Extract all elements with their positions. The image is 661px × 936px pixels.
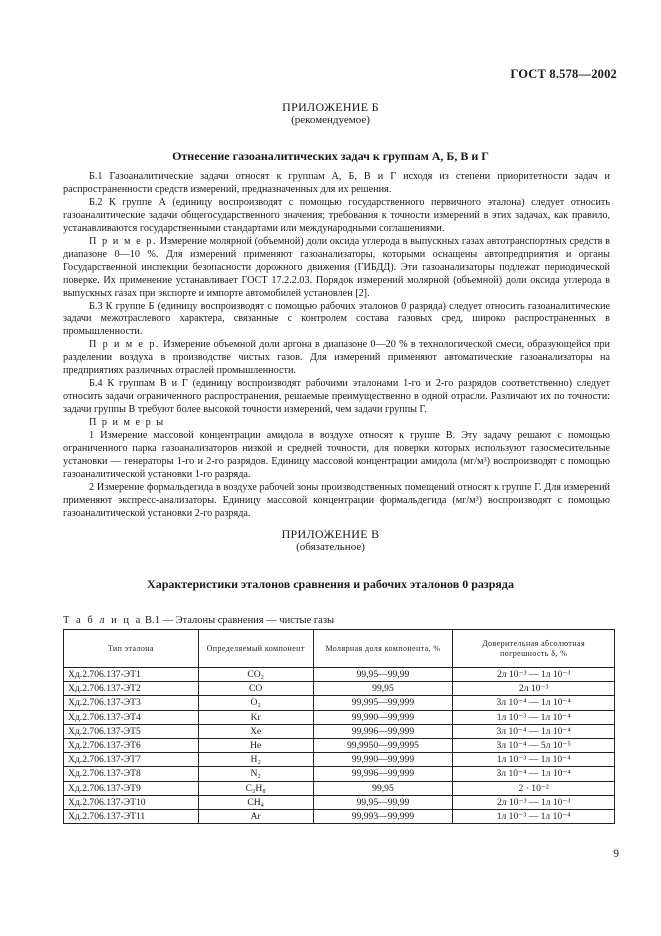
cell-uncertainty: 2 · 10⁻²: [453, 781, 615, 795]
paragraph-text: Б.1 Газоаналитические задачи относят к группам А, Б, В и Г исходя из степени приоритетности задач и распространенности средств измерений, предназначенных для их решения.: [63, 171, 610, 195]
cell-uncertainty: 3л 10⁻⁴ — 1л 10⁻⁴: [453, 724, 615, 738]
appendix-b-heading: Отнесение газоаналитических задач к группам А, Б, В и Г: [172, 149, 489, 163]
reference-standards-table: [63, 629, 615, 824]
table-caption: [63, 615, 334, 626]
cell-uncertainty: 3л 10⁻⁴ — 1л 10⁻⁴: [453, 696, 615, 710]
page-number: 9: [613, 848, 619, 860]
paragraph-text: Измерение молярной (объемной) доли оксида углерода в выпускных газах автотранспортных средств в диапазоне 0—10 %. Для измерений применяют газоанализаторы, которыми оснащены автопредприятия и органы Государственной инспекции безопасности дорожного движения (ГИБДД). Эти газоанализаторы подлежат периодической поверке. Их применение устанавливает ГОСТ 17.2.2.03. Порядок измерений молярной (объемной) доли оксида углерода в выпускных газах при экспорте и импорте автомобилей установлен [2].: [63, 235, 610, 299]
table-row: [64, 668, 615, 682]
table-header-row: [64, 630, 615, 668]
table-row: [64, 781, 615, 795]
appendix-v-heading: Характеристики эталонов сравнения и рабочих эталонов 0 разряда: [147, 577, 514, 591]
appendix-b-paragraph: [63, 301, 610, 340]
cell-uncertainty: 2л 10⁻³ — 1л 10⁻³: [453, 795, 615, 809]
header-component: Определяемый компонент: [198, 630, 313, 668]
cell-fraction: 99,996—99,999: [313, 724, 453, 738]
header-type: Тип эталона: [64, 630, 199, 668]
cell-fraction: 99,993—99,999: [313, 809, 453, 823]
cell-component: CH₄: [198, 795, 313, 809]
paragraph-text: Измерение объемной доли аргона в диапазоне 0—20 % в технологической смеси, образующейся при разделении воздуха в производстве чистых газов. Для измерений применяют автоматические газоанализаторы на предприятиях различных отраслей промышленности.: [63, 339, 610, 377]
cell-uncertainty: 2л 10⁻³: [453, 682, 615, 696]
paragraph-text: Б.2 К группе А (единицу воспроизводят с помощью государственного первичного эталона) следует относить газоаналитические задачи общегосударственного значения; требования к точности измерений в этих задачах, как правило, устанавливаются государственными стандартами или международными соглашениями.: [63, 196, 610, 234]
paragraph-text: Б.3 К группе Б (единицу воспроизводят с помощью рабочих эталонов 0 разряда) следует относить газоаналитические задачи межотраслевого характера, связанные с контролем состава газовых сред, широко распространенных в промышленности.: [63, 300, 610, 338]
table-row: [64, 696, 615, 710]
paragraph-lead: П р и м е р.: [89, 235, 158, 247]
table-row: [64, 738, 615, 752]
appendix-b-paragraph: [63, 236, 610, 301]
appendix-b-title: ПРИЛОЖЕНИЕ Б: [282, 100, 379, 114]
cell-type: Хд.2.706.137-ЭТ3: [64, 696, 199, 710]
cell-type: Хд.2.706.137-ЭТ9: [64, 781, 199, 795]
appendix-b-status: (рекомендуемое): [291, 114, 370, 126]
paragraph-text: 1 Измерение массовой концентрации амидола в воздухе относят к группе В. Эту задачу решают с помощью ограниченного парка газоанализаторов низкой и средней точности, для поверки которых используют газосмесительные установки — генераторы 1-го и 2-го разрядов. Единицу массовой концентрации амидола (мг/м³) воспроизводят с помощью газоаналитической установки 1-го разряда.: [63, 430, 610, 480]
table-row: [64, 753, 615, 767]
table-row: [64, 724, 615, 738]
cell-fraction: 99,95—99,99: [313, 795, 453, 809]
header-fraction: Молярная доля компонента, %: [313, 630, 453, 668]
appendix-v-title: ПРИЛОЖЕНИЕ В: [281, 527, 380, 541]
cell-type: Хд.2.706.137-ЭТ6: [64, 738, 199, 752]
cell-type: Хд.2.706.137-ЭТ7: [64, 753, 199, 767]
cell-type: Хд.2.706.137-ЭТ10: [64, 795, 199, 809]
cell-uncertainty: 1л 10⁻³ — 1л 10⁻⁴: [453, 753, 615, 767]
appendix-v-status: (обязательное): [296, 541, 365, 553]
cell-type: Хд.2.706.137-ЭТ4: [64, 710, 199, 724]
paragraph-text: Б.4 К группам В и Г (единицу воспроизводят рабочими эталонами 1-го и 2-го разрядов соответственно) следует относить задачи ограниченного распространения, решаемые преимущественно в одной отрасли. Различают их по точности: задачи группы В требуют более высокой точности измерений, чем задачи группы Г.: [63, 378, 610, 416]
table-caption-text: В.1 — Эталоны сравнения — чистые газы: [142, 615, 335, 626]
cell-type: Хд.2.706.137-ЭТ8: [64, 767, 199, 781]
appendix-b-paragraph: [63, 171, 610, 197]
header-uncertainty: Доверительная абсолютная погрешность δ, %: [453, 630, 615, 668]
appendix-b-paragraph: [63, 430, 610, 482]
table-row: [64, 795, 615, 809]
cell-component: Kr: [198, 710, 313, 724]
cell-component: O₂: [198, 696, 313, 710]
paragraph-lead: П р и м е р.: [89, 339, 160, 351]
cell-fraction: 99,990—99,999: [313, 710, 453, 724]
cell-fraction: 99,995—99,999: [313, 696, 453, 710]
table-row: [64, 809, 615, 823]
cell-component: CO: [198, 682, 313, 696]
cell-component: C₃H₈: [198, 781, 313, 795]
table-row: [64, 682, 615, 696]
table-row: [64, 767, 615, 781]
cell-type: Хд.2.706.137-ЭТ1: [64, 668, 199, 682]
cell-component: N₂: [198, 767, 313, 781]
cell-component: Ar: [198, 809, 313, 823]
cell-fraction: 99,9950—99,9995: [313, 738, 453, 752]
cell-uncertainty: 1л 10⁻³ — 1л 10⁻⁴: [453, 809, 615, 823]
appendix-b-paragraph: [63, 339, 610, 378]
cell-uncertainty: 2л 10⁻³ — 1л 10⁻³: [453, 668, 615, 682]
appendix-b-body: [63, 171, 610, 521]
appendix-b-paragraph: [63, 197, 610, 236]
appendix-b-paragraph: [63, 482, 610, 521]
cell-type: Хд.2.706.137-ЭТ5: [64, 724, 199, 738]
cell-fraction: 99,996—99,999: [313, 767, 453, 781]
cell-type: Хд.2.706.137-ЭТ11: [64, 809, 199, 823]
table-caption-prefix: Т а б л и ц а: [63, 615, 143, 626]
cell-component: He: [198, 738, 313, 752]
cell-uncertainty: 3л 10⁻⁴ — 5л 10⁻⁵: [453, 738, 615, 752]
table-body: [64, 668, 615, 824]
paragraph-lead: П р и м е р ы: [89, 417, 165, 429]
cell-fraction: 99,95: [313, 682, 453, 696]
cell-fraction: 99,990—99,999: [313, 753, 453, 767]
cell-component: H₂: [198, 753, 313, 767]
cell-uncertainty: 3л 10⁻⁴ — 1л 10⁻⁴: [453, 767, 615, 781]
cell-fraction: 99,95—99,99: [313, 668, 453, 682]
cell-component: CO₂: [198, 668, 313, 682]
cell-type: Хд.2.706.137-ЭТ2: [64, 682, 199, 696]
cell-uncertainty: 1л 10⁻³ — 1л 10⁻⁴: [453, 710, 615, 724]
appendix-b-paragraph: [63, 378, 610, 417]
standard-header: ГОСТ 8.578—2002: [510, 67, 617, 81]
table-row: [64, 710, 615, 724]
appendix-b-paragraph: [63, 417, 610, 430]
cell-component: Xe: [198, 724, 313, 738]
paragraph-text: 2 Измерение формальдегида в воздухе рабочей зоны производственных помещений относят к группе Г. Для измерений применяют экспресс-анализаторы. Единицу массовой концентрации формальдегида (мг/м³) воспроизводят с помощью газоаналитической установки 2-го разряда.: [63, 481, 610, 519]
cell-fraction: 99,95: [313, 781, 453, 795]
